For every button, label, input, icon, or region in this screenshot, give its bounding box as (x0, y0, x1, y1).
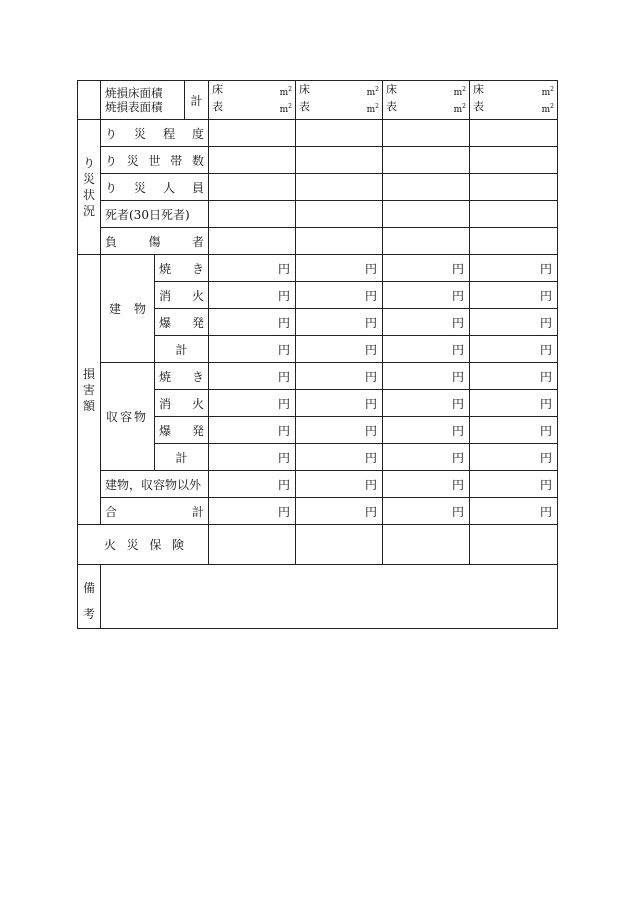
floor-prefix: 床 (473, 83, 484, 96)
surface-prefix: 表 (299, 100, 310, 113)
unit-text: m (453, 88, 463, 98)
contents-explosion-label: 爆発 (155, 417, 209, 444)
unit-exp: 2 (288, 86, 292, 93)
yen-cell: 円 (383, 390, 470, 417)
value-cell (470, 228, 558, 255)
value-cell (296, 201, 383, 228)
value-cell (296, 147, 383, 174)
area-labels (101, 81, 185, 120)
value-cell (296, 525, 383, 565)
floor-prefix: 床 (299, 83, 310, 96)
value-cell (296, 174, 383, 201)
yen-cell: 円 (296, 444, 383, 471)
yen-cell: 円 (209, 282, 296, 309)
insurance-row (78, 525, 558, 565)
notes-label: 備 考 (78, 565, 101, 629)
contents-label: 収容物 (101, 363, 155, 471)
damage-row (78, 471, 558, 498)
victim-households-label: り災世帯数 (101, 147, 209, 174)
building-label: 建物 (101, 255, 155, 363)
yen-cell: 円 (470, 255, 558, 282)
floor-prefix: 床 (212, 83, 223, 96)
yen-cell: 円 (383, 363, 470, 390)
yen-cell: 円 (383, 417, 470, 444)
value-cell (383, 525, 470, 565)
area-row (78, 81, 558, 120)
other-damage-label: 建物，収容物以外 (101, 471, 209, 498)
value-cell (470, 201, 558, 228)
yen-cell: 円 (383, 498, 470, 525)
yen-cell: 円 (209, 498, 296, 525)
value-cell (383, 228, 470, 255)
yen-cell: 円 (296, 336, 383, 363)
victim-persons-label: り災人員 (101, 174, 209, 201)
value-cell (383, 174, 470, 201)
insurance-label: 火災保険 (104, 538, 184, 552)
injured-label: 負傷者 (101, 228, 209, 255)
building-total-label: 計 (155, 336, 209, 363)
yen-cell: 円 (470, 309, 558, 336)
unit-exp: 2 (375, 86, 379, 93)
yen-cell: 円 (383, 282, 470, 309)
notes-area (101, 565, 558, 629)
contents-extinguish-label: 消火 (155, 390, 209, 417)
insurance-label-cell (78, 525, 209, 565)
yen-cell: 円 (296, 282, 383, 309)
building-burn-label: 焼き (155, 255, 209, 282)
unit-text: m (541, 105, 551, 115)
yen-cell: 円 (209, 417, 296, 444)
burn-floor-area-label: 焼損床面積 (105, 86, 163, 100)
yen-cell: 円 (209, 309, 296, 336)
value-cell (383, 120, 470, 147)
unit-text: m (279, 105, 289, 115)
value-cell (470, 147, 558, 174)
surface-prefix: 表 (212, 100, 223, 113)
value-cell (296, 228, 383, 255)
corner-cell (78, 81, 101, 120)
yen-cell: 円 (470, 336, 558, 363)
victim-row (78, 201, 558, 228)
value-cell (209, 228, 296, 255)
unit-exp: 2 (462, 86, 466, 93)
yen-cell: 円 (296, 498, 383, 525)
yen-cell: 円 (296, 309, 383, 336)
notes-row (78, 565, 558, 629)
yen-cell: 円 (470, 471, 558, 498)
area-total-label: 計 (185, 81, 209, 120)
unit-text: m (279, 88, 289, 98)
value-cell (470, 174, 558, 201)
surface-prefix: 表 (386, 100, 397, 113)
victim-row (78, 147, 558, 174)
yen-cell: 円 (383, 309, 470, 336)
victim-status-group-label: り 災 状 況 (78, 120, 101, 255)
value-cell (209, 201, 296, 228)
area-cell (209, 81, 296, 120)
unit-exp: 2 (462, 103, 466, 110)
building-explosion-label: 爆発 (155, 309, 209, 336)
value-cell (209, 174, 296, 201)
burn-surface-area-label: 焼損表面積 (105, 100, 163, 114)
yen-cell: 円 (470, 363, 558, 390)
area-cell (383, 81, 470, 120)
yen-cell: 円 (296, 363, 383, 390)
yen-cell: 円 (470, 390, 558, 417)
victim-degree-label: り災程度 (101, 120, 209, 147)
yen-cell: 円 (470, 417, 558, 444)
unit-text: m (366, 88, 376, 98)
yen-cell: 円 (209, 336, 296, 363)
yen-cell: 円 (296, 417, 383, 444)
surface-prefix: 表 (473, 100, 484, 113)
damage-group-label: 損 害 額 (78, 255, 101, 525)
damage-row (78, 363, 558, 390)
unit-exp: 2 (550, 86, 554, 93)
unit-exp: 2 (375, 103, 379, 110)
value-cell (209, 120, 296, 147)
deaths-label: 死者(30日死者) (101, 201, 209, 228)
yen-cell: 円 (296, 255, 383, 282)
damage-row (78, 255, 558, 282)
value-cell (383, 201, 470, 228)
contents-total-label: 計 (155, 444, 209, 471)
yen-cell: 円 (470, 498, 558, 525)
value-cell (209, 147, 296, 174)
yen-cell: 円 (296, 390, 383, 417)
unit-exp: 2 (550, 103, 554, 110)
contents-burn-label: 焼き (155, 363, 209, 390)
yen-cell: 円 (383, 336, 470, 363)
yen-cell: 円 (209, 390, 296, 417)
yen-cell: 円 (383, 471, 470, 498)
value-cell (296, 120, 383, 147)
yen-cell: 円 (470, 282, 558, 309)
yen-cell: 円 (209, 255, 296, 282)
yen-cell: 円 (209, 363, 296, 390)
floor-prefix: 床 (386, 83, 397, 96)
victim-row (78, 120, 558, 147)
fire-damage-table (77, 80, 558, 629)
value-cell (470, 525, 558, 565)
yen-cell: 円 (296, 471, 383, 498)
unit-text: m (541, 88, 551, 98)
value-cell (209, 525, 296, 565)
yen-cell: 円 (383, 255, 470, 282)
victim-row (78, 228, 558, 255)
area-cell (470, 81, 558, 120)
yen-cell: 円 (209, 471, 296, 498)
yen-cell: 円 (209, 444, 296, 471)
grand-total-label: 合計 (101, 498, 209, 525)
yen-cell: 円 (470, 444, 558, 471)
area-cell (296, 81, 383, 120)
value-cell (383, 147, 470, 174)
yen-cell: 円 (383, 444, 470, 471)
victim-row (78, 174, 558, 201)
unit-text: m (366, 105, 376, 115)
building-extinguish-label: 消火 (155, 282, 209, 309)
unit-exp: 2 (288, 103, 292, 110)
value-cell (470, 120, 558, 147)
damage-row (78, 498, 558, 525)
unit-text: m (453, 105, 463, 115)
